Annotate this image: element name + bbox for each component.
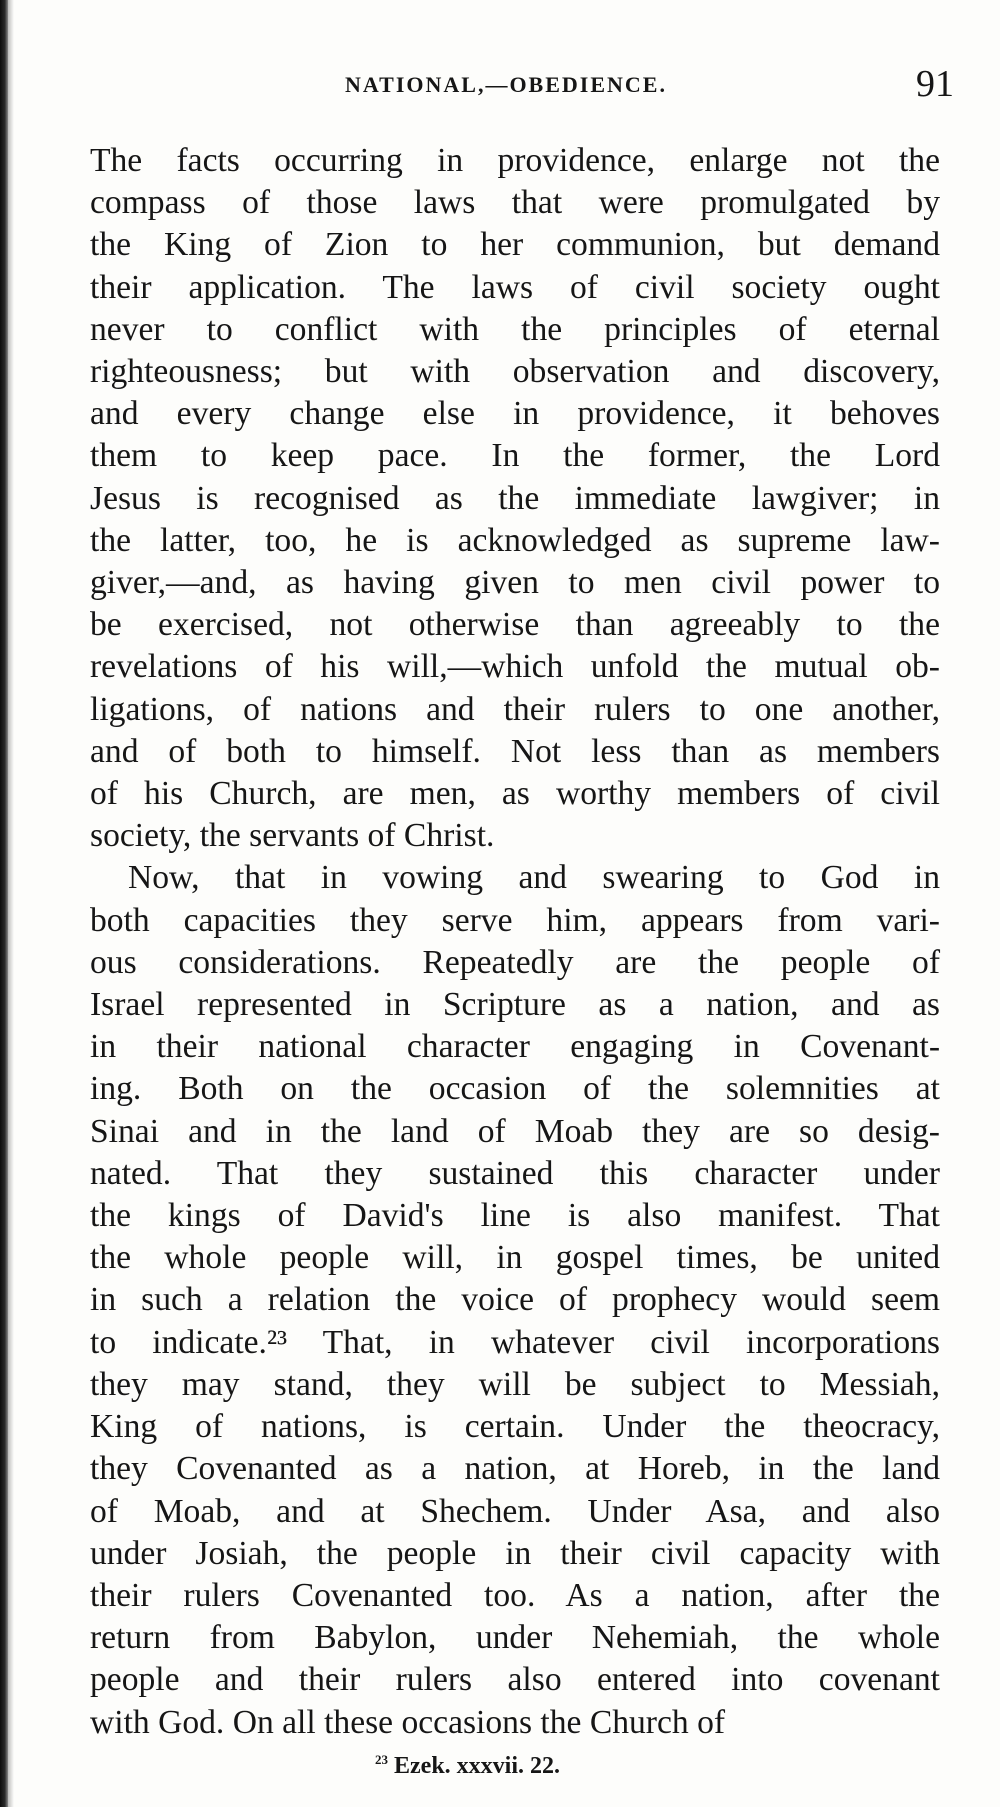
text-line: in such a relation the voice of prophecy would seem (90, 1281, 940, 1319)
text-line: Israel represented in Scripture as a nation, and as (90, 986, 940, 1024)
text-line: the King of Zion to her communion, but demand (90, 226, 940, 264)
text-line: society, the servants of Christ. (90, 817, 495, 855)
running-head: NATIONAL,—OBEDIENCE. (345, 72, 667, 97)
book-binding-edge (0, 0, 8, 1807)
text-line: the latter, too, he is acknowledged as supreme law- (90, 521, 940, 559)
text-line: their application. The laws of civil society ought (90, 268, 940, 306)
text-line: and of both to himself. Not less than as members (90, 732, 940, 770)
text-line: of Moab, and at Shechem. Under Asa, and also (90, 1492, 940, 1530)
text-line: The facts occurring in providence, enlarge not the (90, 142, 940, 179)
footnote-marker: 23 (375, 1752, 388, 1767)
text-line: never to conflict with the principles of eternal (90, 310, 940, 348)
text-line: in their national character engaging in Covenant- (90, 1028, 940, 1066)
text-line: under Josiah, the people in their civil capacity with (90, 1534, 940, 1572)
text-line: of his Church, are men, as worthy members of civil (90, 775, 940, 813)
text-line: them to keep pace. In the former, the Lord (90, 437, 940, 475)
footnote-text: Ezek. xxxvii. 22. (394, 1753, 560, 1779)
text-line: they Covenanted as a nation, at Horeb, in the land (90, 1450, 940, 1488)
text-line: the whole people will, in gospel times, be united (90, 1239, 940, 1277)
text-line: both capacities they serve him, appears from vari- (90, 901, 940, 939)
footnote (375, 1752, 560, 1780)
text-line: people and their rulers also entered into covenant (90, 1661, 940, 1699)
text-line: ligations, of nations and their rulers to one another, (90, 690, 940, 728)
text-line: revelations of his will,—which unfold the mutual ob- (90, 648, 940, 686)
text-line: their rulers Covenanted too. As a nation, after the (90, 1576, 940, 1614)
text-line: Sinai and in the land of Moab they are so desig- (90, 1112, 940, 1150)
body-text (90, 140, 940, 1744)
paragraph (90, 140, 940, 857)
binding-shadow (8, 0, 14, 1807)
text-line: nated. That they sustained this character under (90, 1154, 940, 1192)
text-line: ing. Both on the occasion of the solemnities at (90, 1070, 940, 1108)
text-line: Jesus is recognised as the immediate lawgiver; in (90, 479, 940, 517)
text-line: righteousness; but with observation and discovery, (90, 353, 940, 391)
text-line: King of nations, is certain. Under the theocracy, (90, 1408, 940, 1446)
text-line: ous considerations. Repeatedly are the people of (90, 943, 940, 981)
text-line: they may stand, they will be subject to Messiah, (90, 1365, 940, 1403)
text-line: the kings of David's line is also manifest. That (90, 1197, 940, 1235)
text-line: compass of those laws that were promulgated by (90, 184, 940, 222)
text-line: giver,—and, as having given to men civil power to (90, 564, 940, 602)
text-line: Now, that in vowing and swearing to God in (128, 859, 940, 897)
text-line: with God. On all these occasions the Church of (90, 1703, 726, 1741)
page-number: 91 (916, 63, 954, 105)
text-line: return from Babylon, under Nehemiah, the whole (90, 1619, 940, 1657)
text-line: to indicate.²³ That, in whatever civil incorporations (90, 1323, 940, 1361)
paragraph (90, 857, 940, 1743)
text-line: and every change else in providence, it behoves (90, 395, 940, 433)
text-line: be exercised, not otherwise than agreeably to the (90, 606, 940, 644)
